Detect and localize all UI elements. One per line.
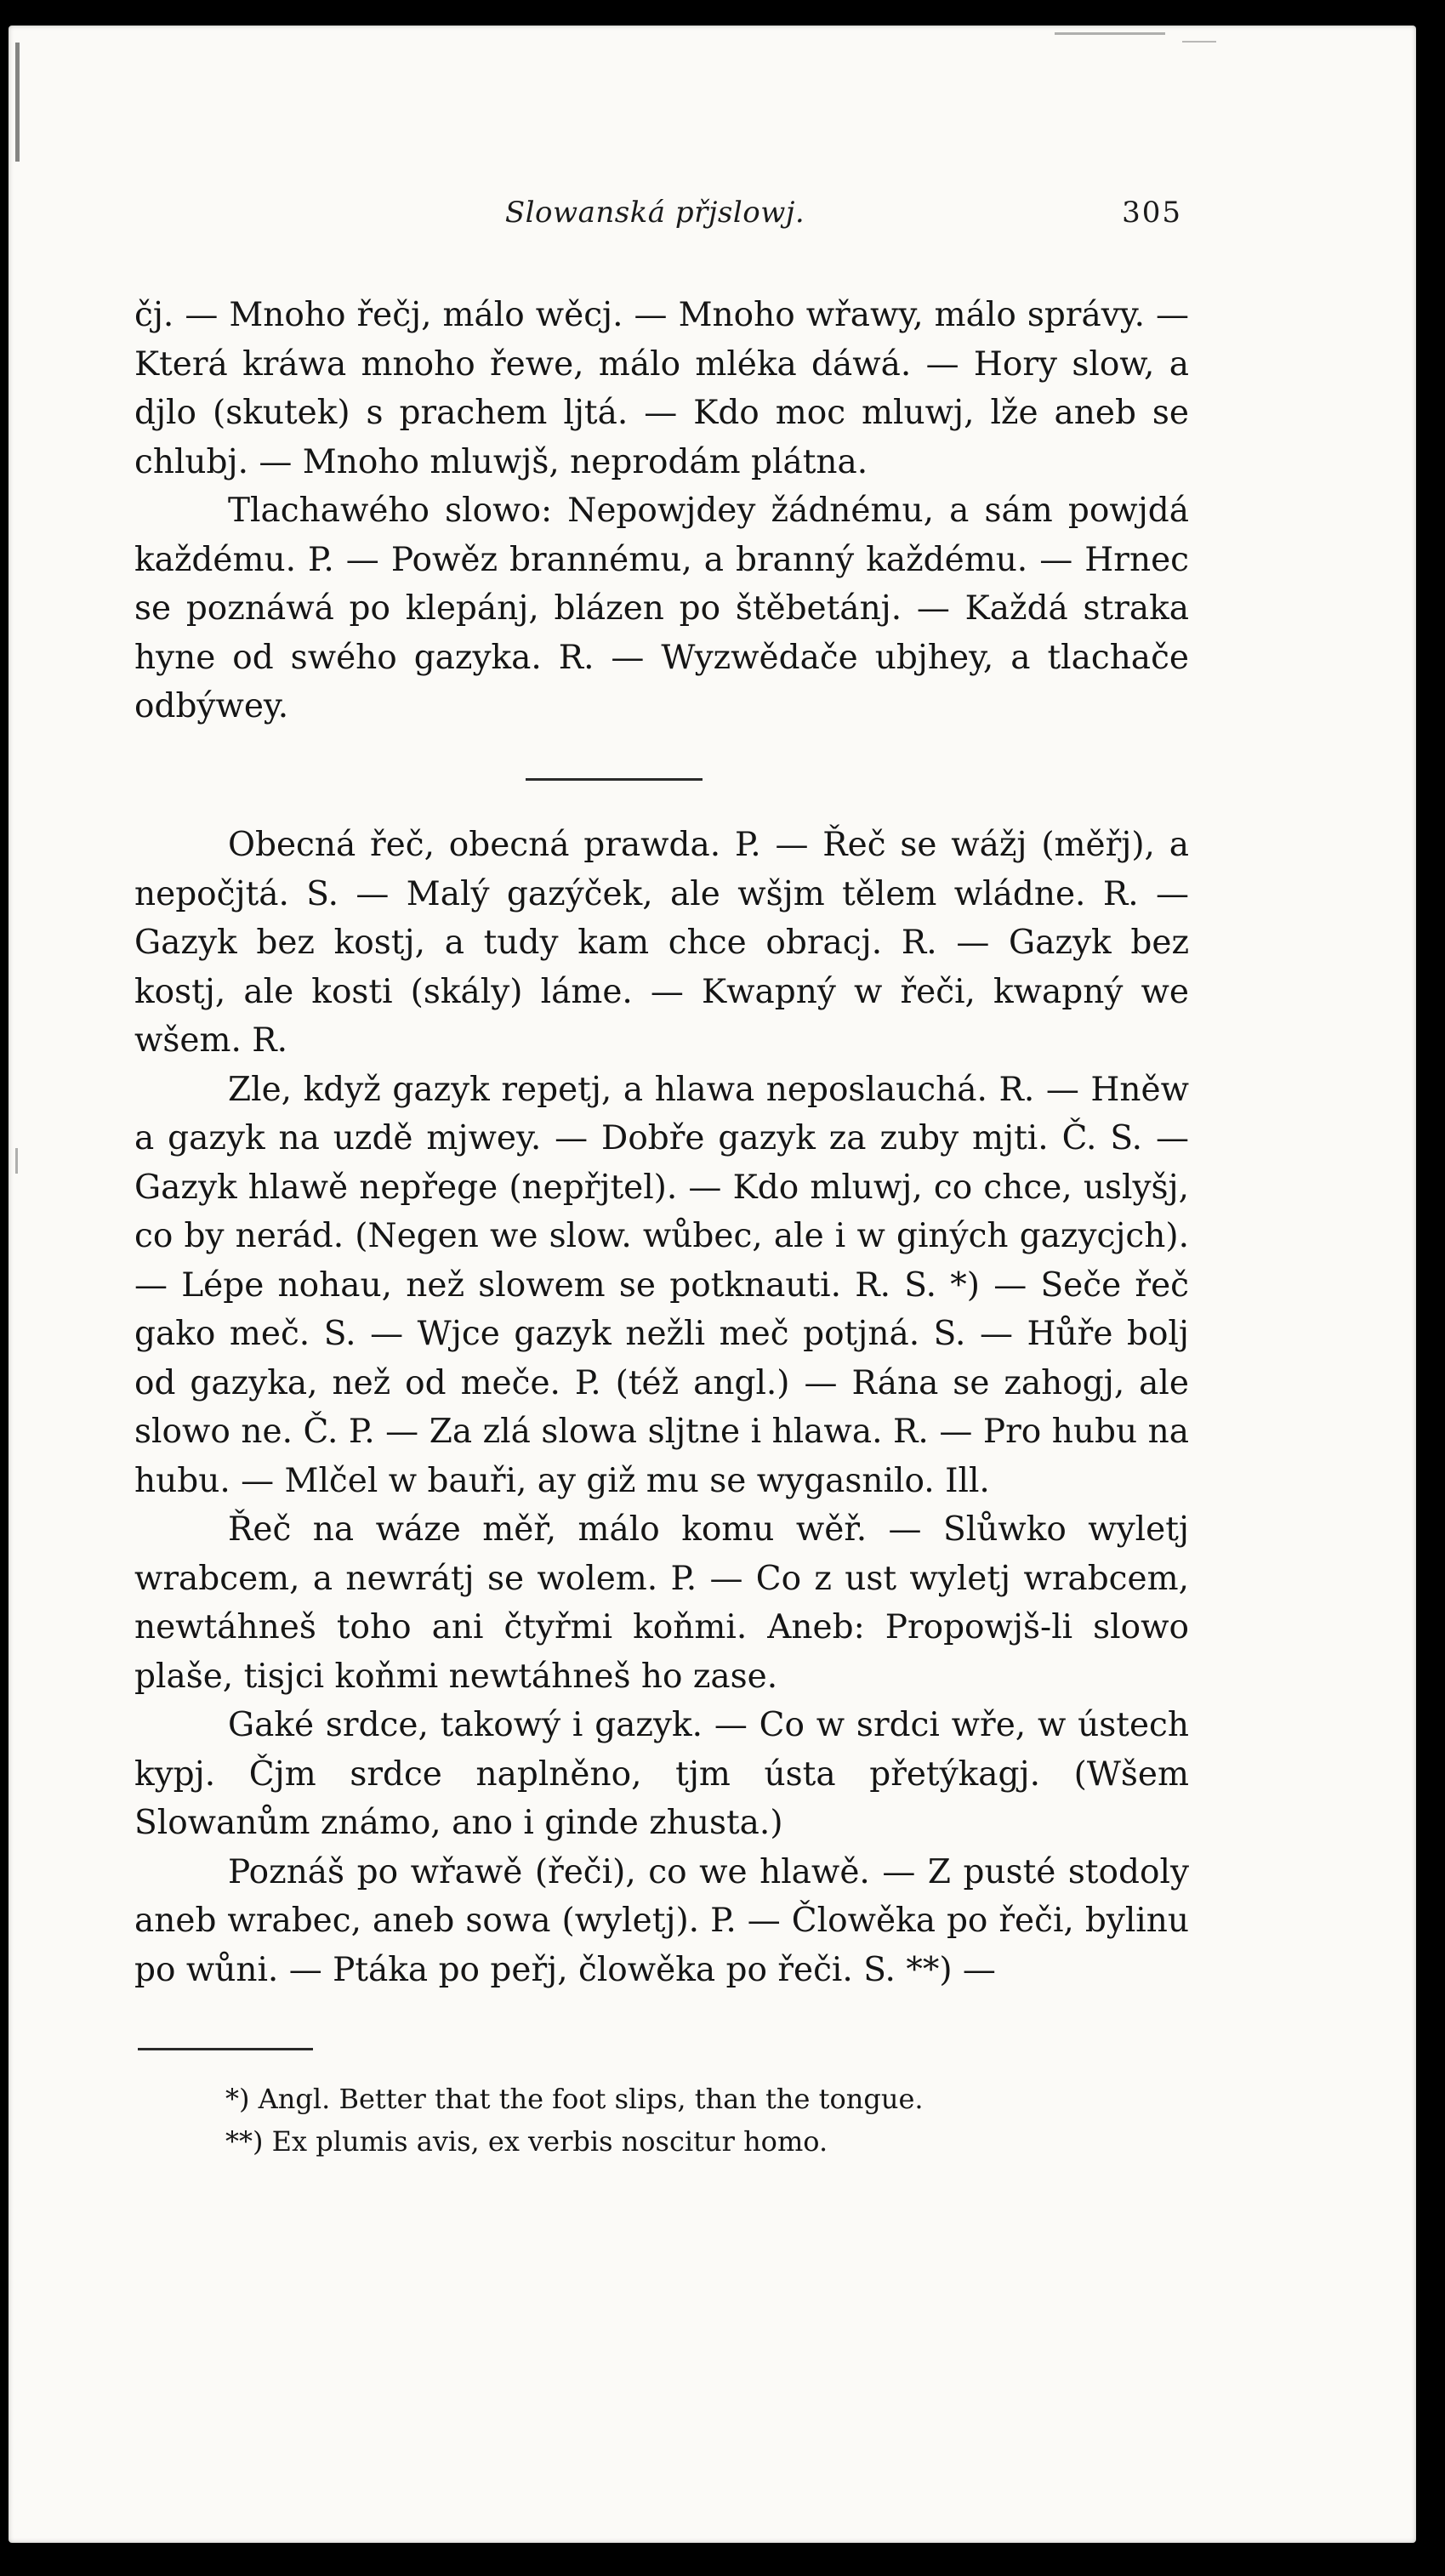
text-block-main <box>134 821 1189 1994</box>
page-number: 305 <box>1122 196 1182 230</box>
section-divider <box>526 778 703 781</box>
footnote: *) Angl. Better that the foot slips, than the tongue. <box>225 2083 924 2115</box>
paragraph: Obecná řeč, obecná prawda. P. — Řeč se wážj (měřj), a nepočjtá. S. — Malý gazýček, ale wšjm tělem wládne. R. — Gazyk bez kostj, a tudy kam chce obracj. R. — Gazyk bez kostj, ale kosti (skály) láme. — Kwapný w řeči, kwapný we wšem. R. <box>134 826 1189 1060</box>
paragraph: Řeč na wáze měř, málo komu wěř. — Slůwko wyletj wrabcem, a newrátj se wolem. P. — Co z ust wyletj wrabcem, newtáhneš toho ani čtyřmi koňmi. Aneb: Propowjš-li slowo plaše, tisjci koňmi newtáhneš ho zase. <box>134 1510 1189 1696</box>
paragraph: čj. — Mnoho řečj, málo wěcj. — Mnoho wřawy, málo správy. — Která kráwa mnoho řewe, málo mléka dáwá. — Hory slow, a djlo (skutek) s prachem ljtá. — Kdo moc mluwj, lže aneb se chlubj. — Mnoho mluwjš, neprodám plátna. <box>134 296 1189 481</box>
scan-edge-mark <box>15 1148 18 1174</box>
footnote-rule <box>138 2048 313 2050</box>
paragraph: Poznáš po wřawě (řeči), co we hlawě. — Z pusté stodoly aneb wrabec, aneb sowa (wyletj). P. — Člowěka po řeči, bylinu po wůni. — Ptáka po peřj, člowěka po řeči. S. **) — <box>134 1852 1189 1989</box>
paragraph: Tlachawého slowo: Nepowjdey žádnému, a sám powjdá každému. P. — Powěz brannému, a branný každému. — Hrnec se poznáwá po klepánj, blázen po štěbetánj. — Každá straka hyne od swého gazyka. R. — Wyzwědače ubjhey, a tlachače odbýwey. <box>134 492 1189 725</box>
paragraph: Zle, když gazyk repetj, a hlawa neposlauchá. R. — Hněw a gazyk na uzdě mjwey. — Dobře gazyk za zuby mjti. Č. S. — Gazyk hlawě nepřege (nepřjtel). — Kdo mluwj, co chce, uslyšj, co by nerád. (Negen we slow. wůbec, ale i w giných gazycjch). — Lépe nohau, než slowem se potknauti. R. S. *) — Seče řeč gako meč. S. — Wjce gazyk nežli meč potjná. S. — Hůře bolj od gazyka, než od meče. P. (též angl.) — Rána se zahogj, ale slowo ne. Č. P. — Za zlá slowa sljtne i hlawa. R. — Pro hubu na hubu. — Mlčel w bauři, ay giž mu se wygasnilo. Ill. <box>134 1070 1189 1500</box>
scan-edge-mark <box>15 43 20 162</box>
page-header <box>128 196 1182 247</box>
paragraph: Gaké srdce, takowý i gazyk. — Co w srdci wře, w ústech kypj. Čjm srdce naplněno, tjm ústa přetýkagj. (Wšem Slowanům známo, ano i ginde zhusta.) <box>134 1706 1189 1842</box>
footnotes <box>225 2078 1178 2163</box>
book-page <box>9 26 1416 2543</box>
text-block-top <box>134 291 1189 731</box>
scan-edge-mark <box>1055 32 1165 35</box>
scan-edge-mark <box>1182 41 1216 43</box>
footnote: **) Ex plumis avis, ex verbis noscitur homo. <box>225 2125 828 2158</box>
running-title: Slowanská přjslowj. <box>504 196 805 230</box>
